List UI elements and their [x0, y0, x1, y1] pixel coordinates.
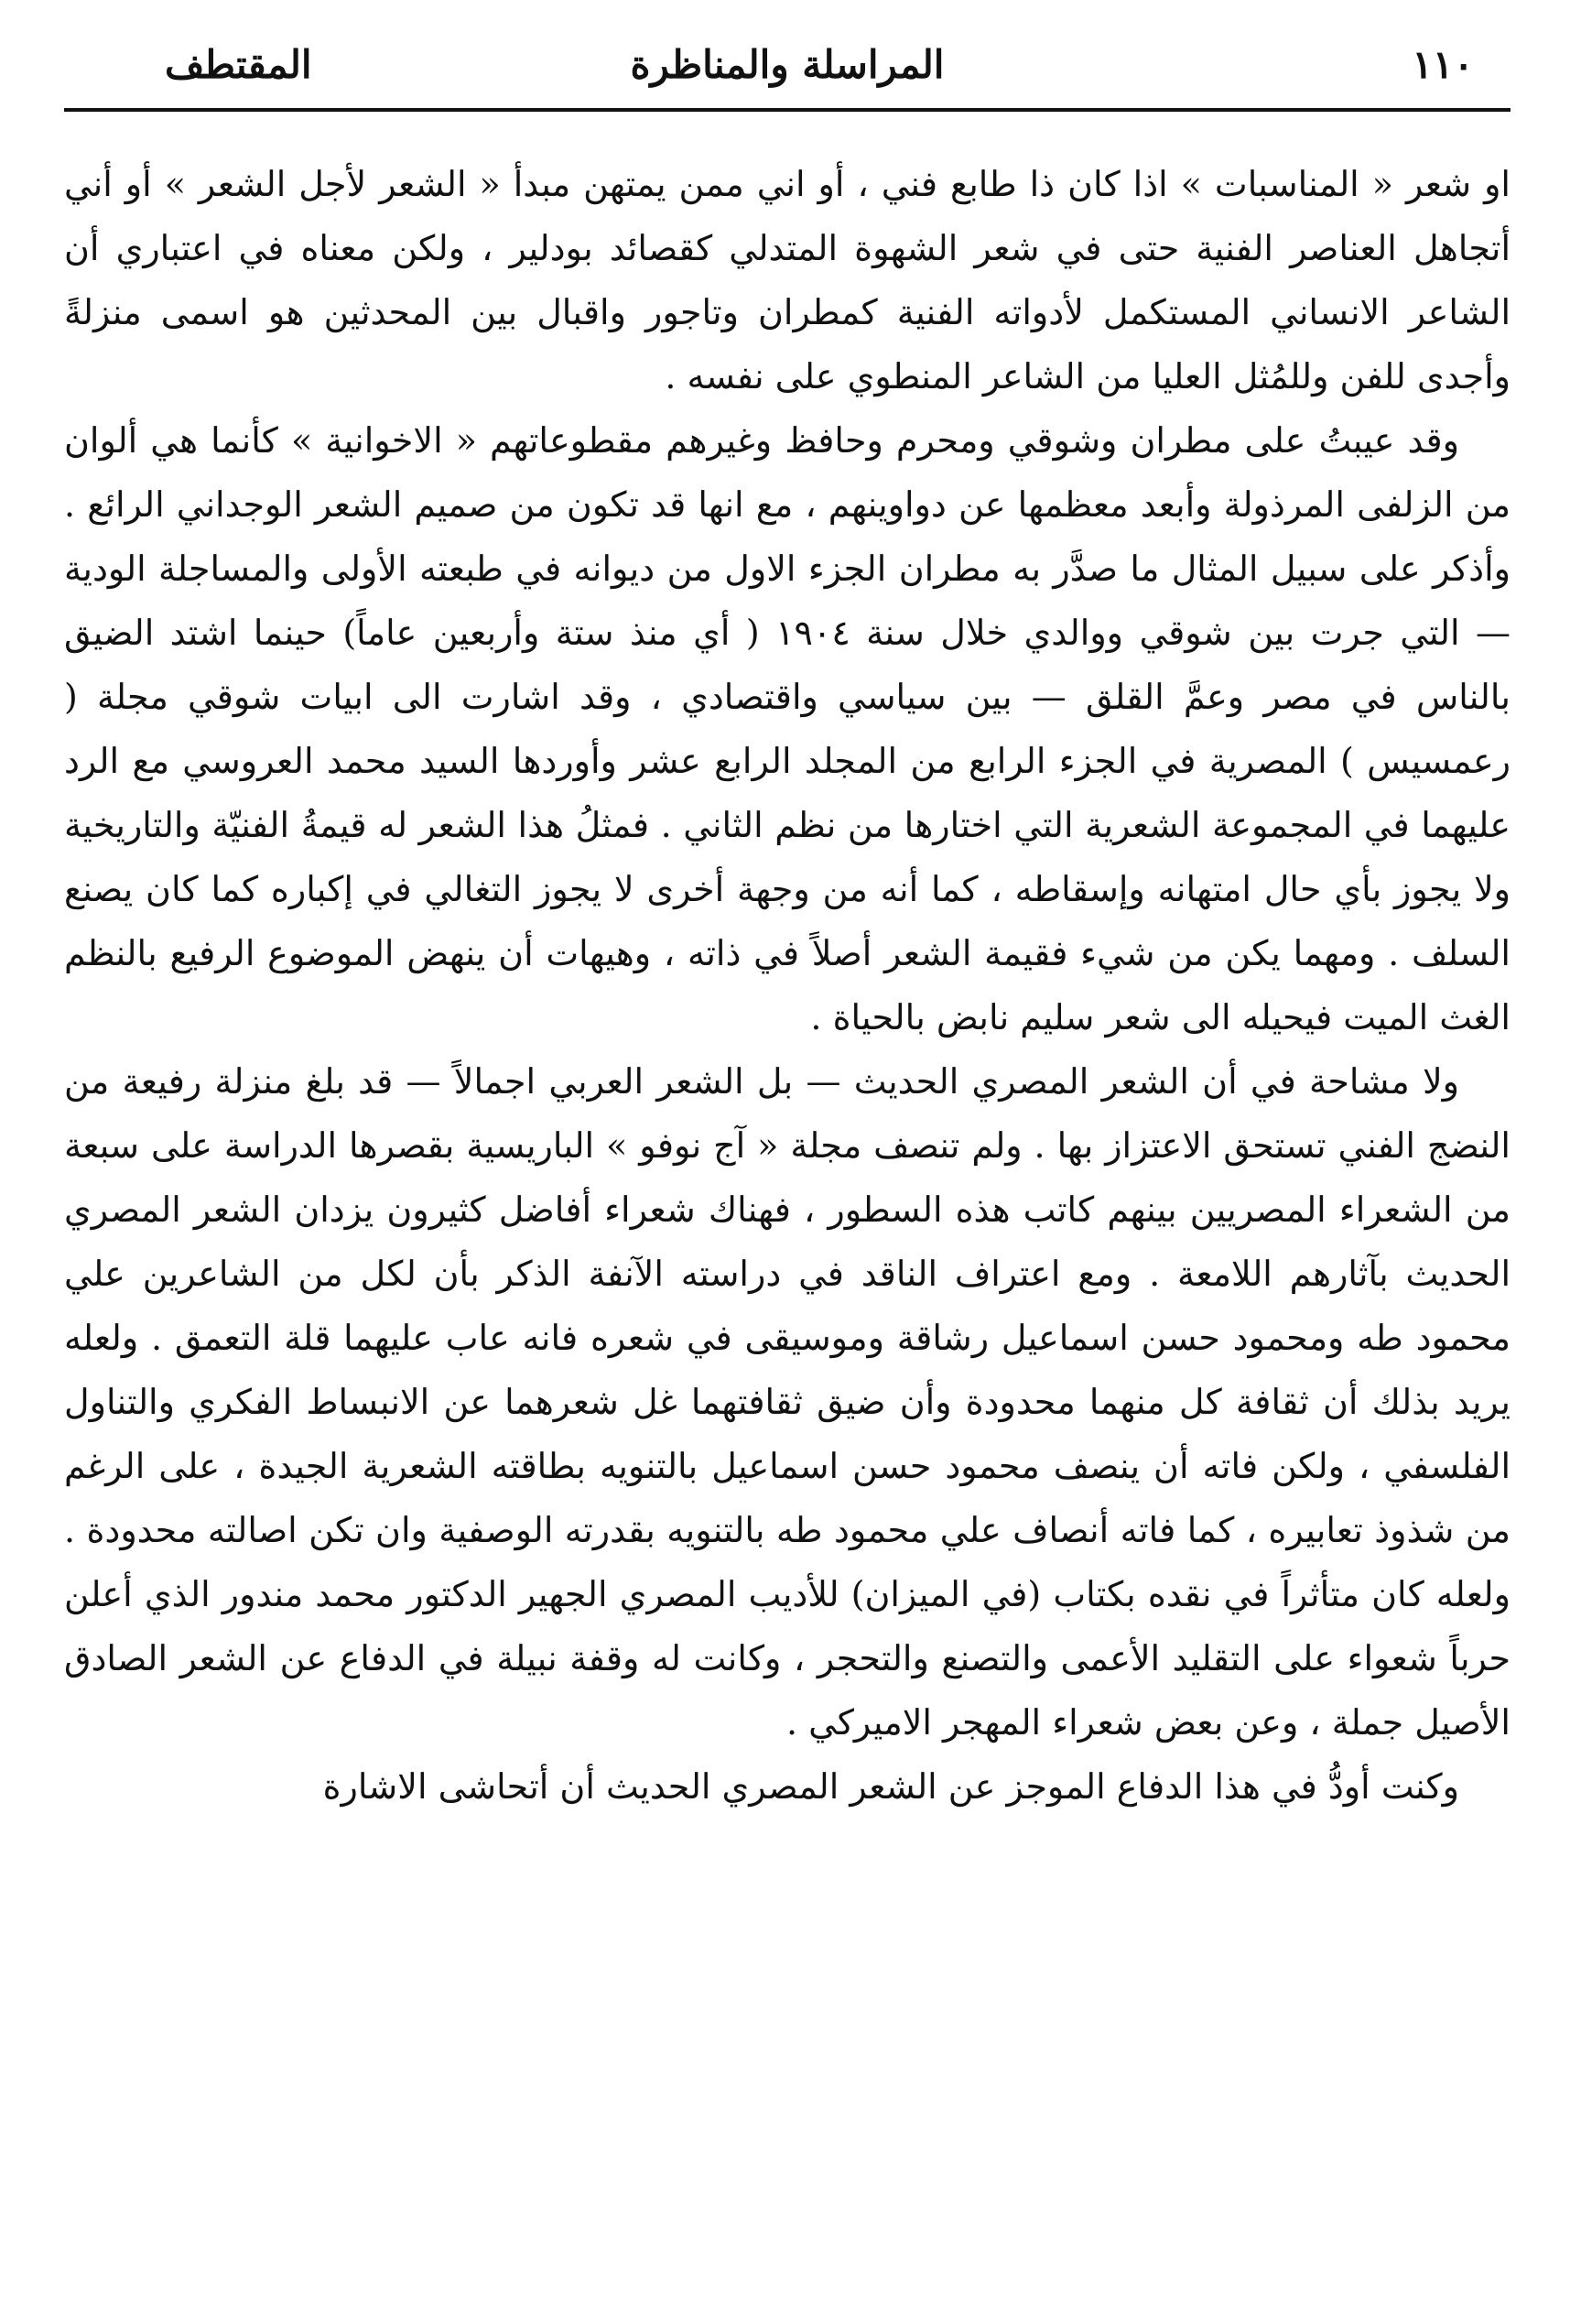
- paragraph: ولا مشاحة في أن الشعر المصري الحديث — بل الشعر العربي اجمالاً — قد بلغ منزلة رفيعة من النضج الفني تستحق الاعتزاز بها . ولم تنصف مجلة « آج نوفو » الباريسية بقصرها الدراسة على سبعة من الشعراء المصريين بينهم كاتب هذه السطور ، فهناك شعراء أفاضل كثيرون يزدان الشعر المصري الحديث بآثارهم اللامعة . ومع اعتراف الناقد في دراسته الآنفة الذكر بأن لكل من الشاعرين علي محمود طه ومحمود حسن اسماعيل رشاقة وموسيقى في شعره فانه عاب عليهما قلة التعمق . ولعله يريد بذلك أن ثقافة كل منهما محدودة وأن ضيق ثقافتهما غل شعرهما عن الانبساط الفكري والتناول الفلسفي ، ولكن فاته أن ينصف محمود حسن اسماعيل بالتنويه بطاقته الشعرية الجيدة ، على الرغم من شذوذ تعابيره ، كما فاته أنصاف علي محمود طه بالتنويه بقدرته الوصفية وان تكن اصالته محدودة . ولعله كان متأثراً في نقده بكتاب (في الميزان) للأديب المصري الجهير الدكتور محمد مندور الذي أعلن حرباً شعواء على التقليد الأعمى والتصنع والتحجر ، وكانت له وقفة نبيلة في الدفاع عن الشعر الصادق الأصيل جملة ، وعن بعض شعراء المهجر الاميركي .: [64, 1061, 1511, 1743]
- article-body: [64, 152, 1511, 1819]
- section-title: المراسلة والمناظرة: [630, 42, 945, 87]
- journal-name: المقتطف: [165, 42, 312, 87]
- paragraph: وقد عيبتُ على مطران وشوقي ومحرم وحافظ وغيرهم مقطوعاتهم « الاخوانية » كأنما هي ألوان من الزلفى المرذولة وأبعد معظمها عن دواوينهم ، مع انها قد تكون من صميم الشعر الوجداني الرائع . وأذكر على سبيل المثال ما صدَّر به مطران الجزء الاول من ديوانه في طبعته الأولى والمساجلة الودية — التي جرت بين شوقي ووالدي خلال سنة ١٩٠٤ ( أي منذ ستة وأربعين عاماً) حينما اشتد الضيق بالناس في مصر وعمَّ القلق — بين سياسي واقتصادي ، وقد اشارت الى ابيات شوقي مجلة ( رعمسيس ) المصرية في الجزء الرابع من المجلد الرابع عشر وأوردها السيد محمد العروسي مع الرد عليهما في المجموعة الشعرية التي اختارها من نظم الثاني . فمثلُ هذا الشعر له قيمةُ الفنيّة والتاريخية ولا يجوز بأي حال امتهانه وإسقاطه ، كما أنه من وجهة أخرى لا يجوز التغالي في إكباره كما كان يصنع السلف . ومهما يكن من شيء فقيمة الشعر أصلاً في ذاته ، وهيهات أن ينهض الموضوع الرفيع بالنظم الغث الميت فيحيله الى شعر سليم نابض بالحياة .: [64, 420, 1511, 1037]
- running-header: [64, 37, 1511, 112]
- page-number: ١١٠: [1412, 42, 1474, 87]
- document-page: [64, 37, 1511, 2298]
- paragraph: وكنت أودُّ في هذا الدفاع الموجز عن الشعر المصري الحديث أن أتحاشى الاشارة: [322, 1766, 1459, 1807]
- paragraph: او شعر « المناسبات » اذا كان ذا طابع فني ، أو اني ممن يمتهن مبدأ « الشعر لأجل الشعر » أو أني أتجاهل العناصر الفنية حتى في شعر الشهوة المتدلي كقصائد بودلير ، ولكن معناه في اعتباري أن الشاعر الانساني المستكمل لأدواته الفنية كمطران وتاجور واقبال بين المحدثين هو اسمى منزلةً وأجدى للفن وللمُثل العليا من الشاعر المنطوي على نفسه .: [64, 164, 1511, 396]
